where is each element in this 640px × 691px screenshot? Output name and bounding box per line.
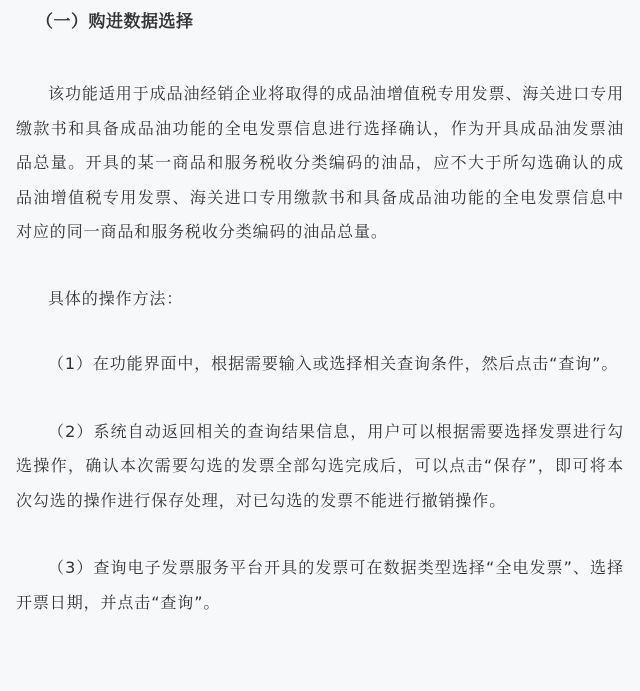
section-heading: （一）购进数据选择: [36, 12, 194, 32]
paragraph-intro: 该功能适用于成品油经销企业将取得的成品油增值税专用发票、海关进口专用缴款书和具备成品油功能的全电发票信息进行选择确认，作为开具成品油发票油品总量。开具的某一商品和服务税收分类编码的油品，应不大于所勾选确认的成品油增值税专用发票、海关进口专用缴款书和具备成品油功能的全电发票信息中对应的同一商品和服务税收分类编码的油品总量。: [16, 84, 624, 241]
paragraph-step-2: （2）系统自动返回相关的查询结果信息，用户可以根据需要选择发票进行勾选操作，确认本次需要勾选的发票全部勾选完成后，可以点击“保存”，即可将本次勾选的操作进行保存处理，对已勾选的发票不能进行撤销操作。: [16, 421, 624, 510]
paragraph-step-1: （1）在功能界面中，根据需要输入或选择相关查询条件，然后点击“查询”。: [48, 354, 619, 373]
paragraph-step-3: （3）查询电子发票服务平台开具的发票可在数据类型选择“全电发票”、选择开票日期，并点击“查询”。: [16, 558, 624, 612]
paragraph-method-label: 具体的操作方法：: [48, 288, 184, 308]
